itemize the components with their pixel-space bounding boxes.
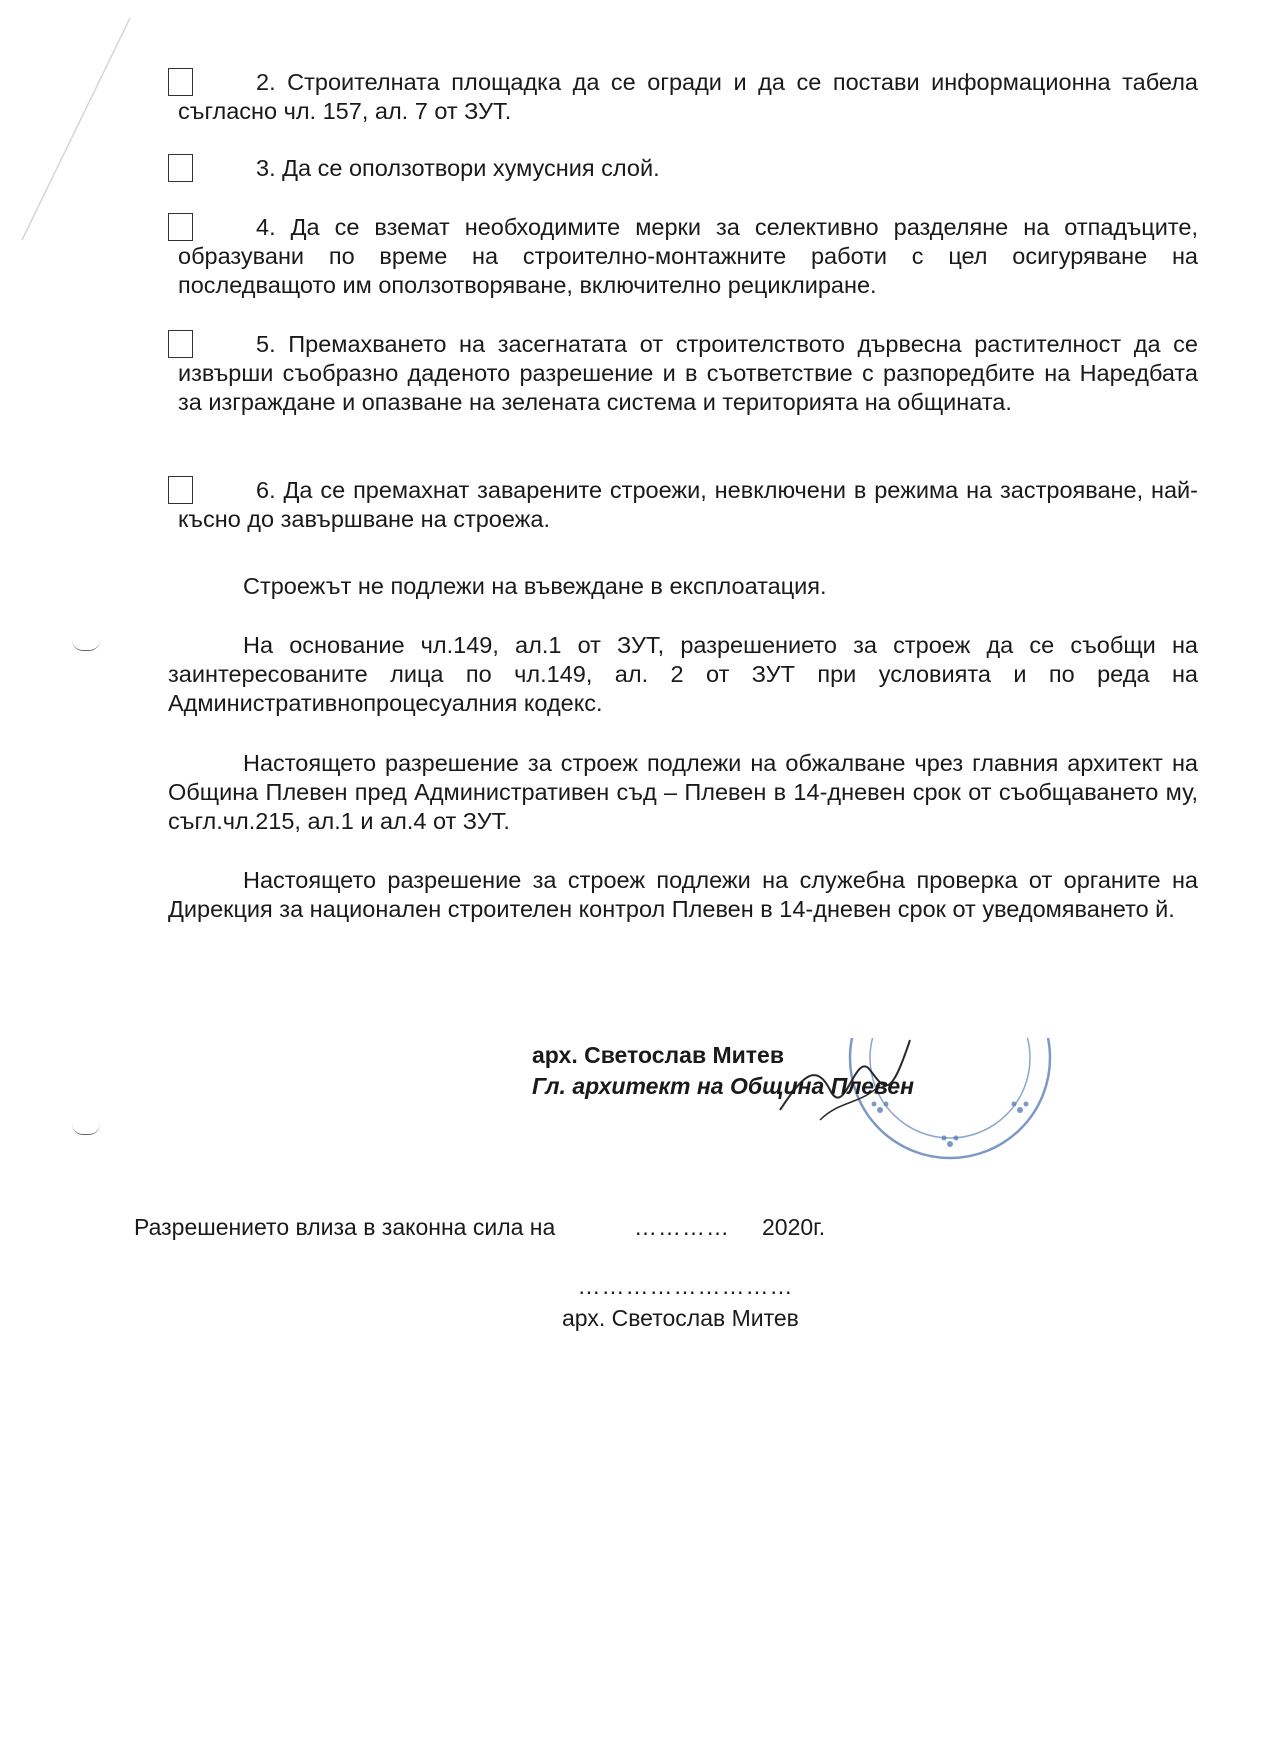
condition-item	[168, 68, 1198, 126]
signature-line: ………………………	[577, 1273, 794, 1299]
signature-block	[532, 1040, 914, 1102]
signatory-name: арх. Светослав Митев	[532, 1042, 784, 1068]
paragraph-text: Строежът не подлежи на въвеждане в експлоатация.	[243, 573, 827, 599]
checkbox[interactable]	[168, 213, 193, 241]
checkbox[interactable]	[168, 476, 193, 504]
paragraph-text: Настоящето разрешение за строеж подлежи на служебна проверка от органите на Дирекция за национален строителен контрол Плевен в 14-дневен срок от уведомяването й.	[168, 867, 1198, 922]
condition-text: 2. Строителната площадка да се огради и да се постави информационна табела съгласно чл. 157, ал. 7 от ЗУТ.	[178, 69, 1198, 124]
punch-hole-mark	[72, 1124, 100, 1135]
second-signatory-name: арх. Светослав Митев	[562, 1305, 799, 1331]
punch-hole-mark	[72, 640, 100, 651]
legal-force-label: Разрешението влиза в законна сила на	[134, 1214, 556, 1240]
condition-item	[168, 213, 1198, 300]
paragraph	[168, 631, 1198, 718]
legal-force-line	[134, 1212, 826, 1242]
second-signature-block	[562, 1270, 799, 1334]
condition-text: 5. Премахването на засегнатата от строителството дървесна растителност да се извърши съобразно даденото разрешение и в съответствие с разпоредбите на Наредбата за изграждане и опазване на зелената система и територията на общината.	[178, 331, 1198, 415]
signatory-role: Гл. архитект на Община Плевен	[532, 1073, 915, 1099]
scan-edge-line	[0, 0, 160, 260]
paragraph	[168, 749, 1198, 836]
checkbox[interactable]	[168, 330, 193, 358]
condition-item	[168, 476, 1198, 534]
condition-item	[168, 154, 1198, 183]
checkbox[interactable]	[168, 68, 193, 96]
date-placeholder: …………	[634, 1214, 730, 1240]
paragraph-text: Настоящето разрешение за строеж подлежи на обжалване чрез главния архитект на Община Плевен пред Административен съд – Плевен в 14-дневен срок от съобщаването му, съгл.чл.215, ал.1 и ал.4 от ЗУТ.	[168, 750, 1198, 834]
condition-text: 4. Да се вземат необходимите мерки за селективно разделяне на отпадъците, образувани по време на строително-монтажните работи с цел осигуряване на последващото им оползотворяване, включително рециклиране.	[178, 214, 1198, 298]
paragraph-text: На основание чл.149, ал.1 от ЗУТ, разрешението за строеж да се съобщи на заинтересованите лица по чл.149, ал. 2 от ЗУТ при условията и по реда на Административнопроцесуалния кодекс.	[168, 632, 1198, 716]
checkbox[interactable]	[168, 154, 193, 182]
condition-text: 3. Да се оползотвори хумусния слой.	[256, 155, 660, 181]
condition-text: 6. Да се премахнат заварените строежи, невключени в режима на застрояване, най-късно до завършване на строежа.	[178, 477, 1198, 532]
paragraph	[168, 866, 1198, 924]
paragraph	[168, 572, 1198, 601]
condition-item	[168, 330, 1198, 417]
legal-force-year: 2020г.	[762, 1214, 826, 1240]
